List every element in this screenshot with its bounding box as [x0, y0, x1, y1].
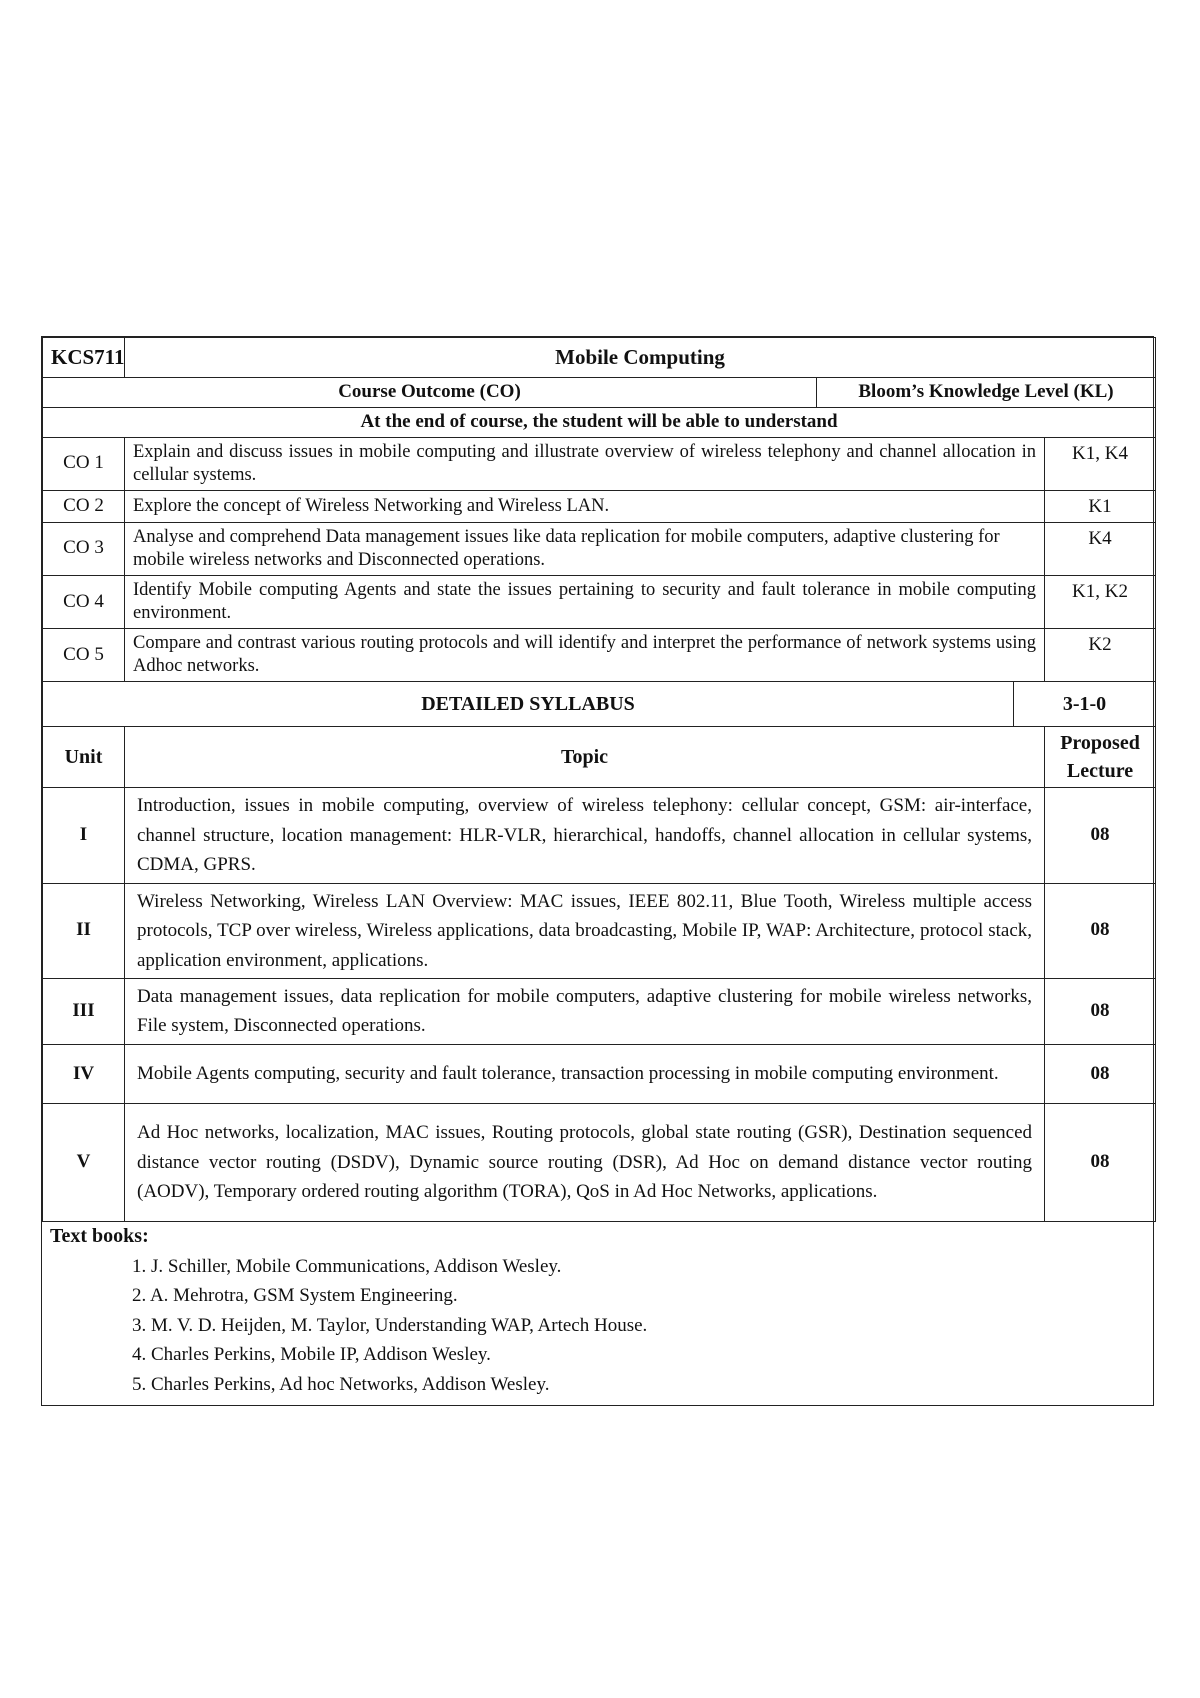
co-row	[43, 522, 1156, 575]
unit-number: I	[43, 788, 125, 883]
col-course-outcome: Course Outcome (CO)	[43, 378, 817, 408]
unit-row	[43, 883, 1156, 978]
syllabus-table	[42, 337, 1156, 1222]
detailed-syllabus-title: DETAILED SYLLABUS	[43, 682, 1014, 727]
textbook-item: 2. A. Mehrotra, GSM System Engineering.	[132, 1285, 458, 1307]
unit-lectures: 08	[1045, 1103, 1156, 1221]
course-title: Mobile Computing	[125, 338, 1156, 378]
unit-row	[43, 978, 1156, 1044]
unit-topic: Data management issues, data replication for mobile computers, adaptive clustering for mobile wireless networks, File system, Disconnected operations.	[125, 978, 1045, 1044]
co-description: Analyse and comprehend Data management issues like data replication for mobile computers, adaptive clustering for mobile wireless networks and Disconnected operations.	[125, 522, 1045, 575]
unit-number: II	[43, 883, 125, 978]
course-code: KCS711	[43, 338, 125, 378]
col-proposed-lecture: Proposed Lecture	[1045, 727, 1156, 788]
syllabus-header-row	[43, 682, 1156, 727]
syllabus-document	[41, 336, 1154, 1406]
unit-row	[43, 1103, 1156, 1221]
textbooks-title: Text books:	[50, 1224, 149, 1247]
unit-lectures: 08	[1045, 883, 1156, 978]
unit-row	[43, 788, 1156, 883]
textbook-list	[42, 1248, 1153, 1405]
unit-number: IV	[43, 1044, 125, 1103]
co-label: CO 1	[43, 437, 125, 490]
textbook-item: 3. M. V. D. Heijden, M. Taylor, Understanding WAP, Artech House.	[132, 1314, 648, 1336]
unit-topic: Wireless Networking, Wireless LAN Overview: MAC issues, IEEE 802.11, Blue Tooth, Wireless multiple access protocols, TCP over wireless, Wireless applications, data broadcasting, Mobile IP, WAP: Architecture, protocol stack, application environment, applications.	[125, 883, 1045, 978]
co-description: Explore the concept of Wireless Networking and Wireless LAN.	[125, 490, 1045, 522]
syllabus-column-row	[43, 727, 1156, 788]
co-label: CO 3	[43, 522, 125, 575]
outcome-header-row	[43, 378, 1156, 408]
unit-lectures: 08	[1045, 1044, 1156, 1103]
course-header-row	[43, 338, 1156, 378]
outcome-intro: At the end of course, the student will be able to understand	[43, 407, 1156, 437]
outcome-intro-row	[43, 407, 1156, 437]
unit-lectures: 08	[1045, 978, 1156, 1044]
co-label: CO 5	[43, 629, 125, 682]
col-unit: Unit	[43, 727, 125, 788]
co-knowledge-level: K2	[1045, 629, 1156, 682]
co-knowledge-level: K1, K2	[1045, 575, 1156, 628]
textbooks-section	[42, 1222, 1153, 1405]
co-label: CO 4	[43, 575, 125, 628]
co-row	[43, 437, 1156, 490]
unit-row	[43, 1044, 1156, 1103]
col-topic: Topic	[125, 727, 1045, 788]
unit-topic: Ad Hoc networks, localization, MAC issues, Routing protocols, global state routing (GSR), Destination sequenced distance vector routing (DSDV), Dynamic source routing (DSR), Ad Hoc on demand distance vector routing (AODV), Temporary ordered routing algorithm (TORA), QoS in Ad Hoc Networks, applications.	[125, 1103, 1045, 1221]
co-knowledge-level: K1	[1045, 490, 1156, 522]
co-row	[43, 575, 1156, 628]
co-knowledge-level: K4	[1045, 522, 1156, 575]
co-row	[43, 490, 1156, 522]
unit-topic: Introduction, issues in mobile computing, overview of wireless telephony: cellular concept, GSM: air-interface, channel structure, location management: HLR-VLR, hierarchical, handoffs, channel allocation in cellular systems, CDMA, GPRS.	[125, 788, 1045, 883]
co-description: Compare and contrast various routing protocols and will identify and interpret the performance of network systems using Adhoc networks.	[125, 629, 1045, 682]
co-row	[43, 629, 1156, 682]
textbook-item: 5. Charles Perkins, Ad hoc Networks, Addison Wesley.	[132, 1373, 550, 1395]
textbook-item: 1. J. Schiller, Mobile Communications, Addison Wesley.	[132, 1255, 562, 1277]
ltp-value: 3-1-0	[1014, 682, 1156, 727]
unit-lectures: 08	[1045, 788, 1156, 883]
textbook-item: 4. Charles Perkins, Mobile IP, Addison Wesley.	[132, 1344, 491, 1366]
co-description: Explain and discuss issues in mobile computing and illustrate overview of wireless telephony and channel allocation in cellular systems.	[125, 437, 1045, 490]
col-blooms-level: Bloom’s Knowledge Level (KL)	[817, 378, 1156, 408]
unit-number: V	[43, 1103, 125, 1221]
unit-number: III	[43, 978, 125, 1044]
co-label: CO 2	[43, 490, 125, 522]
unit-topic: Mobile Agents computing, security and fault tolerance, transaction processing in mobile computing environment.	[125, 1044, 1045, 1103]
co-description: Identify Mobile computing Agents and state the issues pertaining to security and fault tolerance in mobile computing environment.	[125, 575, 1045, 628]
co-knowledge-level: K1, K4	[1045, 437, 1156, 490]
